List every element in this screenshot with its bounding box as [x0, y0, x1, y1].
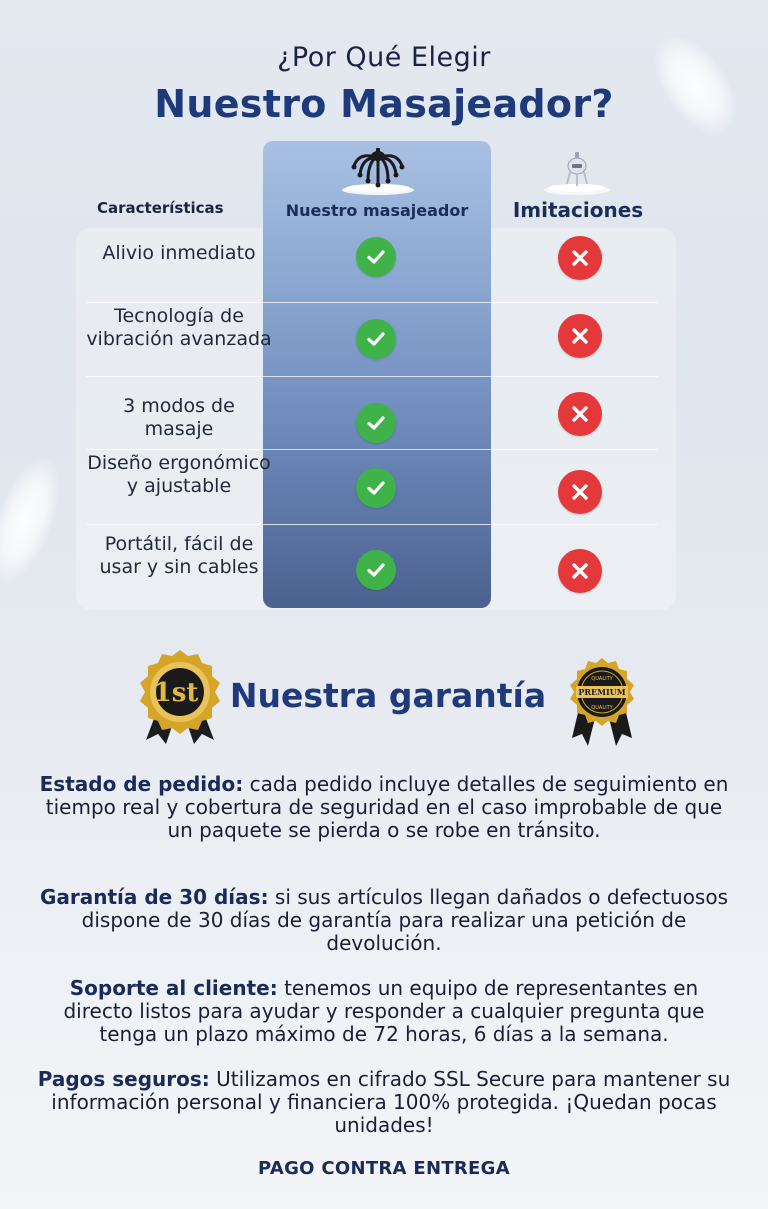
guarantee-item-label: Estado de pedido: [39, 772, 244, 796]
features-column-header: Características [97, 199, 224, 217]
guarantee-item-order-status [34, 773, 734, 842]
row-divider [86, 524, 658, 525]
cross-icon [558, 549, 602, 593]
guarantee-item-text: cada pedido incluye detalles de seguimiento en tiempo real y cobertura de seguridad en el caso improbable de que un paquete se pierda o se robe en tránsito. [45, 772, 729, 842]
check-icon [356, 468, 396, 508]
check-icon [356, 319, 396, 359]
cross-icon [558, 314, 602, 358]
row-divider [86, 302, 658, 303]
feature-label: 3 modos de masaje [123, 395, 235, 440]
guarantee-item-text: tenemos un equipo de representantes en directo listos para ayudar y responder a cualquier pregunta que tenga un plazo máximo de 72 horas, 6 días a la semana. [63, 976, 705, 1046]
guarantee-item-support [34, 977, 734, 1046]
our-product-column-header: Nuestro masajeador [285, 201, 469, 220]
guarantee-item-secure-payments [34, 1068, 734, 1137]
feature-label: Diseño ergonómico y ajustable [87, 452, 271, 497]
row-divider [86, 449, 658, 450]
badge-quality-bottom-text: QUALITY [591, 705, 613, 711]
guarantee-item-label: Pagos seguros: [37, 1067, 210, 1091]
feather-decoration [0, 450, 73, 591]
guarantee-item-label: Soporte al cliente: [69, 976, 278, 1000]
page-title: Nuestro Masajeador? [154, 82, 614, 126]
check-icon [356, 403, 396, 443]
guarantee-item-text: si sus artículos llegan dañados o defectuosos dispone de 30 días de garantía para realizar una petición de devolución. [81, 885, 729, 955]
guarantee-item-30-days [34, 886, 734, 955]
cash-on-delivery-label: PAGO CONTRA ENTREGA [258, 1158, 510, 1179]
check-icon [356, 237, 396, 277]
cross-icon [558, 392, 602, 436]
imitation-product-icon [542, 146, 612, 196]
massager-product-icon [340, 146, 416, 196]
premium-quality-badge-icon [566, 654, 638, 748]
badge-premium-text: PREMIUM [578, 687, 626, 697]
page-subtitle: ¿Por Qué Elegir [277, 42, 491, 73]
feature-label: Portátil, fácil de usar y sin cables [99, 533, 259, 578]
guarantee-item-label: Garantía de 30 días: [39, 885, 269, 909]
imitations-column-header: Imitaciones [512, 198, 644, 222]
badge-quality-top-text: QUALITY [591, 676, 613, 682]
feature-label: Tecnología de vibración avanzada [86, 305, 272, 350]
guarantee-title: Nuestra garantía [229, 676, 547, 715]
guarantee-item-text: Utilizamos en cifrado SSL Secure para mantener su información personal y financiera 100% protegida. ¡Quedan pocas unidades! [51, 1067, 731, 1137]
cross-icon [558, 236, 602, 280]
check-icon [356, 550, 396, 590]
badge-number: 1st [153, 678, 199, 708]
row-divider [86, 376, 658, 377]
cross-icon [558, 470, 602, 514]
feature-label: Alivio inmediato [102, 242, 256, 264]
